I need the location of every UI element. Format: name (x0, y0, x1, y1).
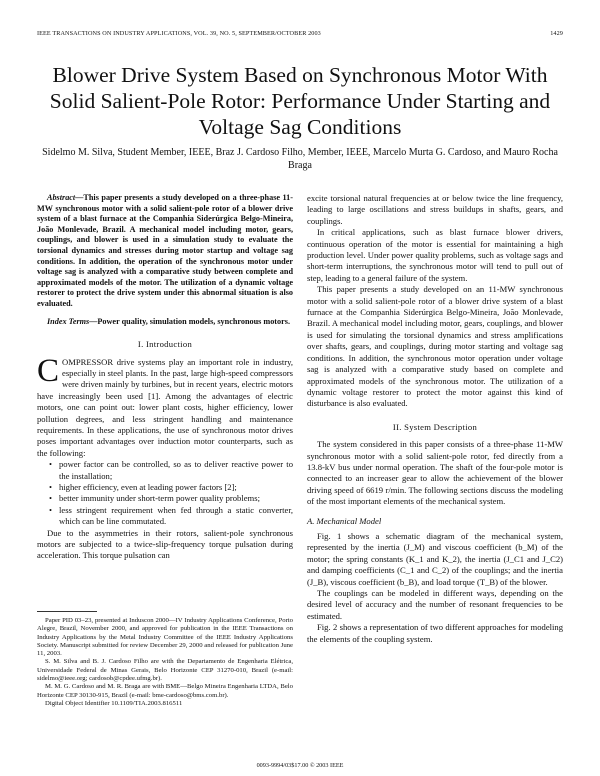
intro-paragraph-2: Due to the asymmetries in their rotors, salient-pole synchronous motors are subjected to a twice-slip-frequency torque pulsation during acceleration. This torque pulsation can (37, 527, 293, 561)
list-item: • power factor can be controlled, so as to deliver reactive power to the installation; (59, 459, 293, 482)
mechanical-paragraph-1: Fig. 1 shows a schematic diagram of the mechanical system, represented by the inertia (J_M) and viscous coefficient (b_M) of the motor; the spring constants (K_1 and K_2), the inertia (J_C1 and J_C2) and damping coefficients (C_1 and C_2) of the couplings; and the inertia (J_B), viscous coefficient (b_B), and load torque (T_B) of the blower. (307, 530, 563, 587)
mechanical-paragraph-2: The couplings can be modeled in different ways, depending on the desired level of accuracy and the number of resonant frequencies to be estimated. (307, 588, 563, 621)
abstract-text: This paper presents a study developed on a three-phase 11-MW synchronous motor with a solid salient-pole rotor of a blower drive system of a blast furnace at the Companhia Siderúrgica Belgo-Mineira, João Monlevade, Brazil. A mechanical model including motor, gears, couplings, and blower is used in a simulation study to evaluate the torsional dynamics and stresses during motor startup and voltage sag conditions. In addition, the operation of the synchronous motor under voltage sag is analyzed with a comparative study between complete and approximated models of the motor. The utilization of a dynamic voltage restorer to protect the drive system under this abnormal situation is also evaluated. (37, 193, 293, 308)
paper-title: Blower Drive System Based on Synchronous Motor With Solid Salient-Pole Rotor: Performance Under Starting and Voltage Sag Conditions (49, 63, 551, 139)
footnotes (37, 617, 293, 708)
list-item: • less stringent requirement when fed through a static converter, which can be line commutated. (59, 505, 293, 528)
author-list: Sidelmo M. Silva, Student Member, IEEE, Braz J. Cardoso Filho, Member, IEEE, Marcelo Murta G. Cardoso, and Mauro Rocha Braga (42, 147, 558, 171)
drop-cap: C (37, 352, 60, 389)
footnote: Digital Object Identifier 10.1109/TIA.2003.816511 (45, 699, 183, 707)
page-number: 1429 (550, 30, 563, 37)
copyright-footer: 0093-9994/03$17.00 © 2003 IEEE (256, 762, 344, 769)
advantages-list (37, 459, 293, 527)
right-paragraph-1: excite torsional natural frequencies at or below twice the line frequency, leading to large oscillations and stress buildups in shafts, gears, and couplings. (307, 193, 563, 226)
intro-heading: I. Introduction (137, 339, 193, 350)
footnote-rule (37, 611, 97, 612)
index-terms-label: Index Terms— (47, 316, 98, 326)
system-paragraph: The system considered in this paper consists of a three-phase 11-MW synchronous motor with a solid salient-pole rotor, fed directly from a 13.8-kV bus under normal operation. The shaft of the four-pole motor is connected to an increaser gear to allow the achievement of the blower driving speed of 6619 r/min. The following sections discuss the modeling of the most important elements of the mechanical system. (307, 439, 563, 507)
footnote: Paper PID 03–23, presented at Induscon 2000—IV Industry Applications Conference, Porto Alegre, Brazil, November 2000, and approved for publication in the IEEE Transactions on Industry Applications by the Metal Industry Committee of the IEEE Industry Applications Society. Manuscript submitted for review December 29, 2000 and released for publication June 11, 2003. (37, 617, 293, 658)
journal-name: IEEE TRANSACTIONS ON INDUSTRY APPLICATIONS, VOL. 39, NO. 5, SEPTEMBER/OCTOBER 2003 (37, 30, 321, 37)
index-terms-text: Power quality, simulation models, synchronous motors. (97, 316, 290, 326)
intro-paragraph-1 (37, 352, 293, 460)
footnote: S. M. Silva and B. J. Cardoso Filho are with the Departamento de Engenharia Elétrica, Universidade Federal de Minas Gerais, Belo Horizonte CEP 31270-010, Brazil (e-mail: sidelmo@ieee.org; cardosob@cpdee.ufmg.br). (37, 658, 293, 683)
footnote: M. M. G. Cardoso and M. R. Braga are with BME—Belgo Mineira Engenharia LTDA, Belo Horizonte CEP 30130-915, Brazil (e-mail: bme-cardoso@bms.com.br). (37, 683, 293, 699)
intro-text-1: OMPRESSOR drive systems play an important role in industry, especially in steel plants. In the past, large high-speed compressors were driven mainly by turbines, but in recent years, electric motors have increasingly been used [1]. Among the advantages of electric motors, one can point out: lower plant costs, higher efficiency, lower pollution degrees, and less stringent handling and maintenance requirements. In these applications, the use of synchronous motor drives poses important advantages over induction motor counterparts, such as the following: (37, 356, 293, 458)
right-column (307, 193, 563, 645)
right-paragraph-2: In critical applications, such as blast furnace blower drivers, continuous operation of the motor is essential for maintaining a high production level. Under power quality problems, such as voltage sags and short-term interruptions, the synchronous motor will tend to pull out of step, leading to a general failure of the system. (307, 227, 563, 283)
system-heading: II. System Description (392, 421, 478, 432)
list-item: • higher efficiency, even at leading power factors [2]; (59, 482, 293, 493)
right-paragraph-3: This paper presents a study developed on an 11-MW synchronous motor with a solid salient-pole rotor of a blower drive system of a blast furnace at the Companhia Siderúrgica Belgo-Mineira, João Monlevade, Brazil. A mechanical model including motor, gears, couplings, and blower is used for simulating the torsional dynamics and stress amplifications over shafts, gears, and couplings, during motor starting and voltage sag conditions. In addition, the synchronous motor operation under voltage sag is analyzed with a comparative study based on complete and approximated models of the synchronous motor. The utilization of a dynamic voltage restorer to protect the motor against this kind of disturbance is also evaluated. (307, 284, 563, 409)
index-terms (37, 317, 293, 328)
mechanical-model-heading: A. Mechanical Model (307, 515, 382, 526)
mechanical-paragraph-3: Fig. 2 shows a representation of two different approaches for modeling the elements of the coupling system. (307, 622, 563, 644)
left-column (37, 193, 293, 562)
abstract-label: Abstract— (47, 193, 84, 202)
abstract (37, 193, 293, 310)
list-item: • better immunity under short-term power quality problems; (59, 493, 293, 504)
running-header (37, 30, 563, 37)
